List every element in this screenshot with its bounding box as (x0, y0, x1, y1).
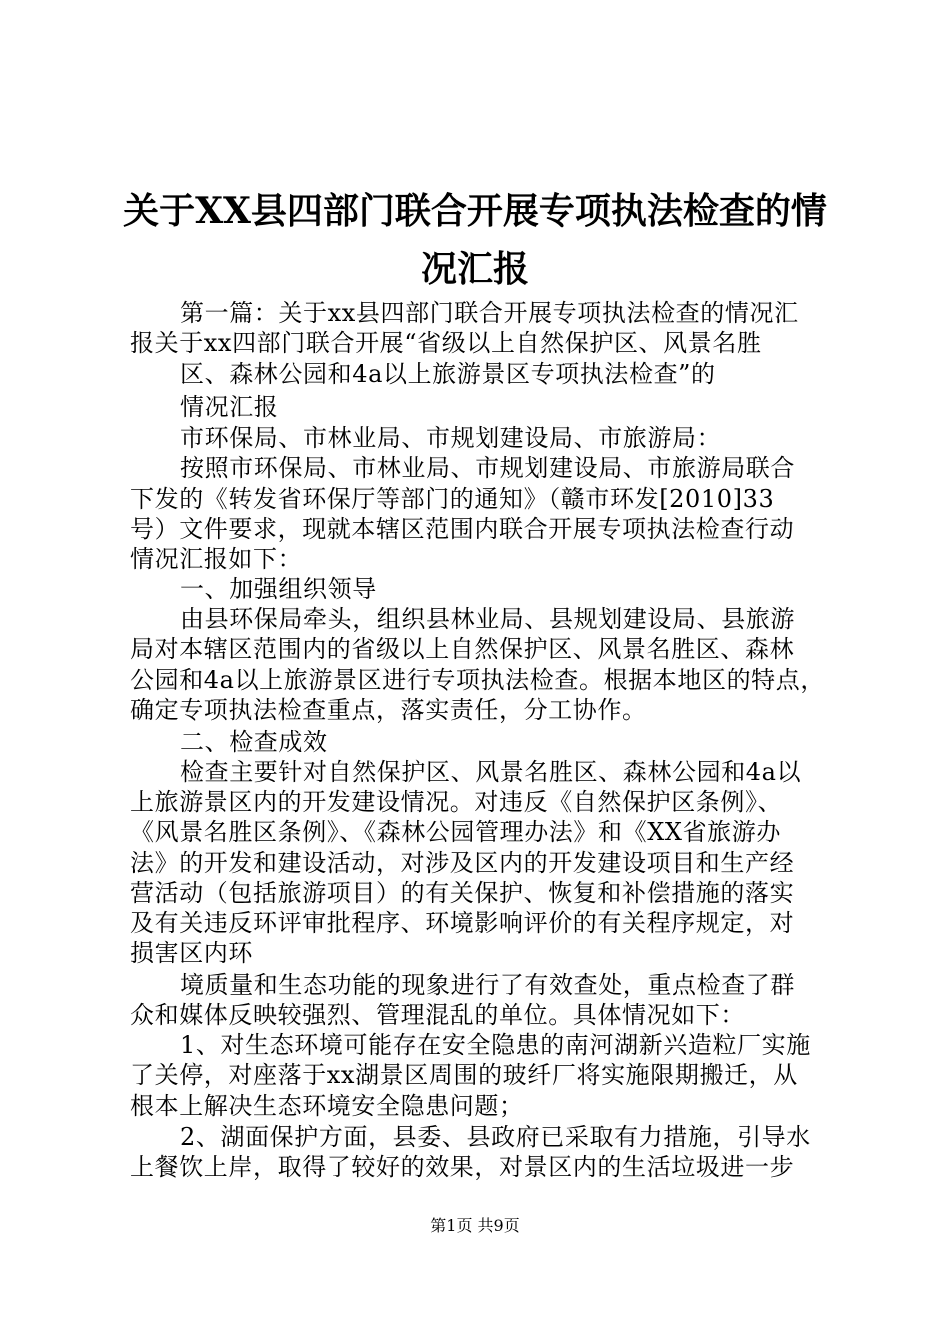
body-line: 报关于xx四部门联合开展“省级以上自然保护区、风景名胜 (130, 329, 762, 357)
body-line: 根本上解决生态环境安全隐患问题； (130, 1092, 524, 1120)
body-line: 上旅游景区内的开发建设情况。对违反《自然保护区条例》、 (130, 788, 783, 816)
page-number-footer: 第1页 共9页 (430, 1216, 520, 1235)
body-line: 了关停，对座落于xx湖景区周围的玻纤厂将实施限期搬迁，从 (130, 1061, 798, 1089)
body-line: 下发的《转发省环保厅等部门的通知》（赣市环发[2010]33 (130, 485, 775, 513)
body-line: 区、森林公园和4a以上旅游景区专项执法检查”的 (180, 360, 716, 388)
body-line: 公园和4a以上旅游景区进行专项执法检查。根据本地区的特点， (130, 666, 825, 694)
body-line: 《风景名胜区条例》、《森林公园管理办法》和《XX省旅游办 (130, 818, 781, 846)
body-line: 众和媒体反映较强烈、管理混乱的单位。具体情况如下： (130, 1001, 745, 1029)
body-line: 情况汇报如下： (130, 545, 303, 573)
body-line: 由县环保局牵头，组织县林业局、县规划建设局、县旅游 (180, 605, 795, 633)
body-line: 1、对生态环境可能存在安全隐患的南河湖新兴造粒厂实施 (180, 1031, 811, 1059)
body-line: 第一篇：关于xx县四部门联合开展专项执法检查的情况汇 (180, 299, 799, 327)
body-line: 二、检查成效 (180, 728, 328, 756)
body-line: 按照市环保局、市林业局、市规划建设局、市旅游局联合 (180, 454, 795, 482)
body-line: 确定专项执法检查重点，落实责任，分工协作。 (130, 696, 647, 724)
body-line: 一、加强组织领导 (180, 575, 377, 603)
body-line: 局对本辖区范围内的省级以上自然保护区、风景名胜区、森林 (130, 635, 795, 663)
body-line: 市环保局、市林业局、市规划建设局、市旅游局： (180, 424, 722, 452)
body-line: 境质量和生态功能的现象进行了有效查处，重点检查了群 (180, 971, 795, 999)
body-line: 情况汇报 (180, 393, 279, 421)
body-line: 损害区内环 (130, 939, 253, 967)
body-line: 及有关违反环评审批程序、环境影响评价的有关程序规定，对 (130, 909, 795, 937)
body-line: 2、湖面保护方面，县委、县政府已采取有力措施，引导水 (180, 1123, 811, 1151)
body-line: 号）文件要求，现就本辖区范围内联合开展专项执法检查行动 (130, 515, 795, 543)
document-title-line-1: 关于XX县四部门联合开展专项执法检查的情 (123, 190, 827, 232)
body-line: 上餐饮上岸，取得了较好的效果，对景区内的生活垃圾进一步 (130, 1153, 795, 1181)
body-line: 法》的开发和建设活动，对涉及区内的开发建设项目和生产经 (130, 849, 795, 877)
document-title-line-2: 况汇报 (420, 248, 529, 290)
body-line: 营活动（包括旅游项目）的有关保护、恢复和补偿措施的落实 (130, 879, 795, 907)
body-line: 检查主要针对自然保护区、风景名胜区、森林公园和4a以 (180, 758, 802, 786)
